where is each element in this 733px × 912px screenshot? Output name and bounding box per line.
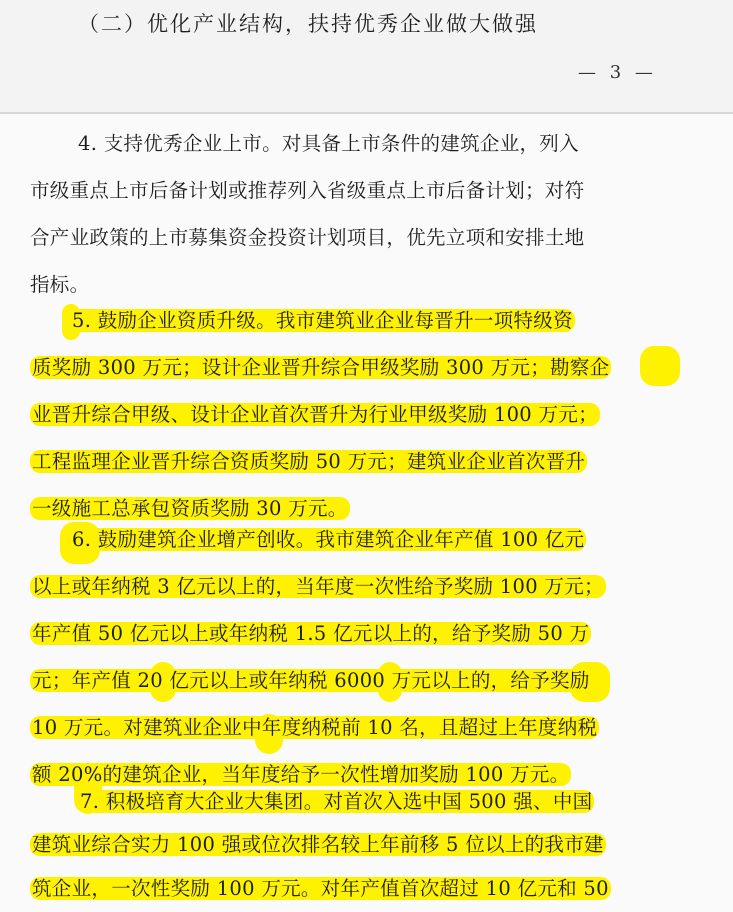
previous-page-strip <box>0 0 733 112</box>
highlighted-text: 年产值 50 亿元以上或年纳税 1.5 亿元以上的，给予奖励 50 万 <box>32 622 590 645</box>
document-page <box>0 114 733 912</box>
highlighted-text: 以上或年纳税 3 亿元以上的，当年度一次性给予奖励 100 万元； <box>32 575 604 598</box>
paragraph-5-line-3 <box>30 392 600 438</box>
highlighted-text: 筑企业，一次性奖励 100 万元。对年产值首次超过 10 亿元和 50 <box>32 877 609 900</box>
highlighted-text: 建筑业综合实力 100 强或位次排名较上年前移 5 位以上的我市建 <box>32 833 604 856</box>
section-heading: （二）优化产业结构，扶持优秀企业做大做强 <box>78 12 538 36</box>
highlighted-text: 6. 鼓励建筑企业增产创收。我市建筑企业年产值 100 亿元 <box>72 528 585 551</box>
paragraph-6-line-5 <box>30 705 599 751</box>
highlighted-text: 质奖励 300 万元；设计企业晋升综合甲级奖励 300 万元；勘察企 <box>32 356 610 379</box>
paragraph-4-line-4: 指标。 <box>30 273 90 296</box>
highlighted-text: 一级施工总承包资质奖励 30 万元。 <box>32 497 348 520</box>
paragraph-4-line-2: 市级重点上市后备计划或推荐列入省级重点上市后备计划；对符 <box>30 179 585 202</box>
paragraph-5-line-1 <box>70 298 575 344</box>
highlighted-text: 5. 鼓励企业资质升级。我市建筑业企业每晋升一项特级资 <box>72 309 573 332</box>
highlighted-text: 业晋升综合甲级、设计企业首次晋升为行业甲级奖励 100 万元； <box>32 403 598 426</box>
paragraph-6-line-3 <box>30 611 591 657</box>
paragraph-6-line-2 <box>30 564 606 610</box>
paragraph-7-line-3 <box>30 866 611 912</box>
highlighted-text: 10 万元。对建筑业企业中年度纳税前 10 名，且超过上年度纳税 <box>32 716 598 739</box>
paragraph-4-line-1: 4. 支持优秀企业上市。对具备上市条件的建筑企业，列入 <box>78 132 579 155</box>
paragraph-6-line-1 <box>70 517 586 563</box>
highlighted-text: 工程监理企业晋升综合资质奖励 50 万元；建筑业企业首次晋升 <box>32 450 586 473</box>
paragraph-6-line-4 <box>30 658 592 704</box>
highlighted-text: 7. 积极培育大企业大集团。对首次入选中国 500 强、中国 <box>80 790 593 813</box>
highlighted-text: 元；年产值 20 亿元以上或年纳税 6000 万元以上的，给予奖励 <box>32 669 590 692</box>
paragraph-7-line-2 <box>30 822 606 868</box>
paragraph-5-line-2 <box>30 345 611 391</box>
highlighted-text: 额 20%的建筑企业，当年度给予一次性增加奖励 100 万元。 <box>32 763 570 786</box>
page-number: — 3 — <box>578 62 657 83</box>
paragraph-7-line-1 <box>78 779 594 825</box>
paragraph-5-line-4 <box>30 439 587 485</box>
paragraph-4-line-3: 合产业政策的上市募集资金投资计划项目，优先立项和安排土地 <box>30 226 585 249</box>
highlight-stroke <box>640 346 680 386</box>
